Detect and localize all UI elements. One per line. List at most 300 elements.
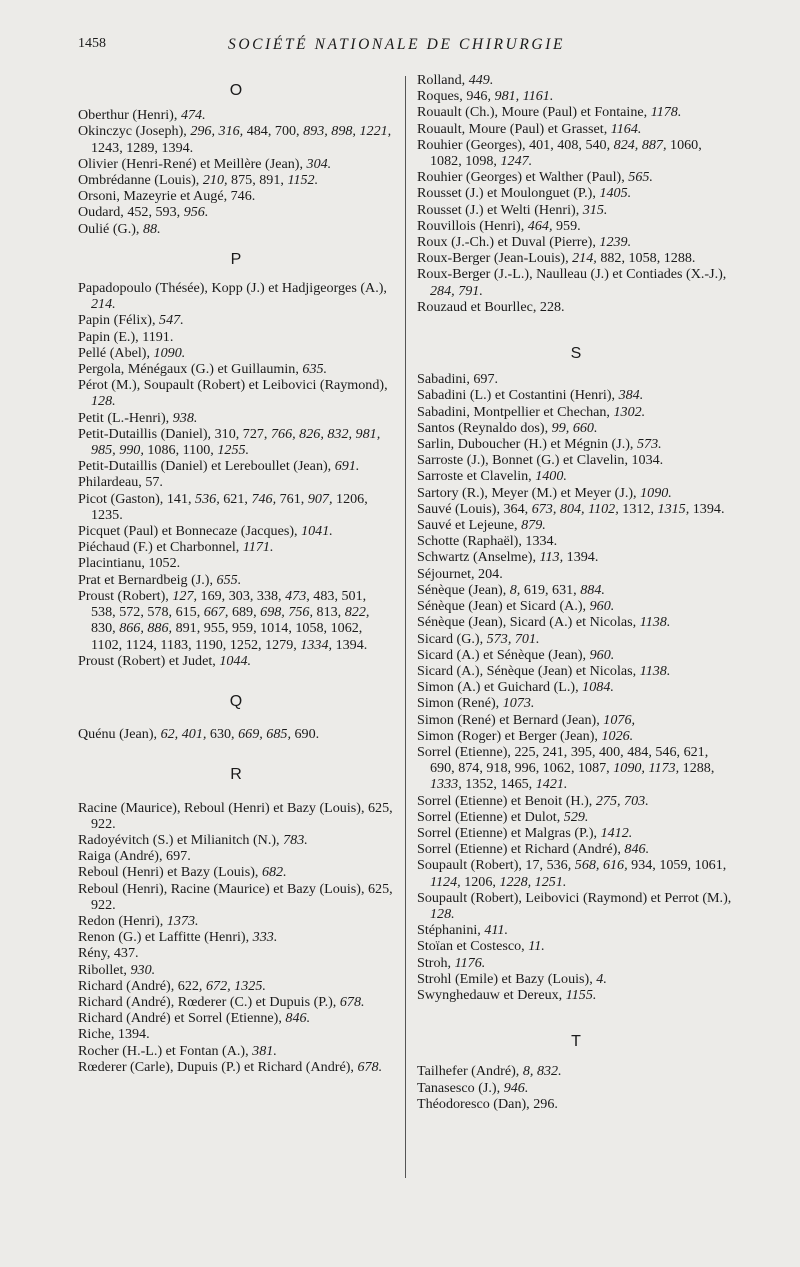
- entry-text: 1352, 1465,: [461, 776, 536, 793]
- entry-text: Quénu (Jean),: [78, 726, 161, 743]
- page-ref-italic: 113,: [539, 549, 564, 566]
- entry-text: Sénèque (Jean),: [417, 581, 510, 598]
- entry-text: Orsoni, Mazeyrie et Augé, 746.: [78, 188, 256, 205]
- index-entry: [417, 857, 735, 889]
- entry-text: Petit (L.-Henri),: [78, 409, 173, 426]
- entry-text: Strohl (Emile) et Bazy (Louis),: [417, 970, 597, 987]
- entry-text: Sorrel (Etienne) et Malgras (P.),: [417, 824, 601, 841]
- index-entry: [78, 539, 394, 555]
- page-ref-italic: 128.: [430, 905, 455, 922]
- index-entry: [417, 695, 735, 711]
- entry-text: Rouhier (Georges) et Walther (Paul),: [417, 169, 629, 186]
- index-entry: [417, 485, 735, 501]
- index-entry: [78, 172, 394, 188]
- index-entry: [78, 474, 394, 490]
- index-entry: [78, 156, 394, 172]
- index-entry: [417, 1080, 735, 1096]
- entry-text: Sorrel (Etienne) et Richard (André),: [417, 841, 625, 858]
- index-entry: [417, 631, 735, 647]
- page-ref-italic: 1373.: [166, 912, 199, 929]
- page-ref-italic: 1152.: [287, 172, 319, 189]
- page-ref-italic: 1412.: [600, 824, 633, 841]
- page-ref-italic: 128.: [91, 393, 116, 410]
- entry-text: Rocher (H.-L.) et Fontan (A.),: [78, 1042, 253, 1059]
- index-entry: [78, 280, 394, 312]
- page-ref-italic: 1164.: [610, 120, 642, 137]
- entry-text: Rouhier (Georges), 401, 408, 540,: [417, 136, 614, 153]
- page-ref-italic: 284, 791.: [430, 282, 483, 299]
- index-entry: [78, 848, 394, 864]
- page-ref-italic: 678.: [357, 1058, 383, 1075]
- entry-text: Rœderer (Carle), Dupuis (P.) et Richard (André),: [78, 1058, 358, 1075]
- entry-text: 1394.: [563, 549, 599, 566]
- page-ref-italic: 822,: [344, 604, 370, 621]
- entry-text: Sénèque (Jean) et Sicard (A.),: [417, 598, 590, 615]
- index-entry: [78, 410, 394, 426]
- entry-text: 619, 631,: [520, 581, 581, 598]
- entry-text: Pérot (M.), Soupault (Robert) et Leibovici (Raymond),: [78, 377, 388, 394]
- index-entry: [78, 945, 394, 961]
- entry-text: Simon (René),: [417, 695, 503, 712]
- page-ref-italic: 296, 316,: [190, 123, 244, 140]
- entry-text: Petit-Dutaillis (Daniel) et Lereboullet (Jean),: [78, 458, 335, 475]
- entry-text: Renon (G.) et Laffitte (Henri),: [78, 929, 253, 946]
- entry-text: 1394.: [689, 500, 725, 517]
- entry-text: Pergola, Ménégaux (G.) et Guillaumin,: [78, 361, 303, 378]
- index-entry: [417, 938, 735, 954]
- index-entry: [417, 266, 735, 298]
- index-entry: [78, 1059, 394, 1075]
- entry-text: Okinczyc (Joseph),: [78, 123, 191, 140]
- page-header: [78, 36, 728, 58]
- page-ref-italic: 672, 1325.: [205, 977, 266, 994]
- entry-text: Sarroste et Clavelin,: [417, 468, 536, 485]
- entry-text: 1206,: [460, 873, 500, 890]
- entry-text: Pellé (Abel),: [78, 344, 154, 361]
- entry-text: Tanasesco (J.),: [417, 1079, 504, 1096]
- index-entry: [417, 169, 735, 185]
- entry-text: Soupault (Robert), Leibovici (Raymond) et Perrot (M.),: [417, 889, 732, 906]
- index-entry: [417, 299, 735, 315]
- index-entry: [417, 517, 735, 533]
- entry-text: 484, 700,: [243, 123, 304, 140]
- page-ref-italic: 210,: [202, 172, 228, 189]
- page-ref-italic: 682.: [261, 864, 287, 881]
- entry-text: Petit-Dutaillis (Daniel), 310, 727,: [78, 425, 271, 442]
- entry-text: Sorrel (Etienne), 225, 241, 395, 400, 484, 546, 621, 690, 874, 918, 996, 1062, 1087,: [417, 743, 709, 777]
- index-entry: [78, 458, 394, 474]
- index-entry: [417, 549, 735, 565]
- section-letter: O: [229, 82, 243, 99]
- section-letter: Q: [229, 692, 243, 710]
- page-ref-italic: 1334,: [300, 636, 333, 653]
- entry-text: 1060, 1082, 1098,: [430, 136, 702, 170]
- entry-text: 1312,: [618, 500, 658, 517]
- entry-text: Simon (Roger) et Berger (Jean),: [417, 727, 602, 744]
- index-entry: [78, 588, 394, 653]
- running-title: SOCIÉTÉ NATIONALE DE CHIRURGIE: [228, 36, 566, 53]
- page-ref-italic: 766, 826, 832, 981, 985, 990,: [91, 425, 381, 459]
- index-entry: [78, 994, 394, 1010]
- index-entry: [417, 1096, 735, 1112]
- entry-text: Piéchaud (F.) et Charbonnel,: [78, 539, 243, 556]
- entry-text: 1086, 1100,: [143, 442, 218, 459]
- page-ref-italic: 678.: [339, 993, 365, 1010]
- entry-text: Roux (J.-Ch.) et Duval (Pierre),: [417, 234, 600, 251]
- page-ref-italic: 449.: [468, 72, 494, 88]
- index-entry: [78, 377, 394, 409]
- index-entry: [78, 204, 394, 220]
- page-ref-italic: 956.: [183, 204, 209, 221]
- entry-text: 875, 891,: [227, 172, 288, 189]
- entry-text: Swynghedauw et Dereux,: [417, 986, 566, 1003]
- entry-text: Riche, 1394.: [78, 1026, 150, 1043]
- index-entry: [417, 121, 735, 137]
- index-entry: [78, 653, 394, 669]
- index-entry: [78, 361, 394, 377]
- page-ref-italic: 384.: [618, 387, 644, 404]
- entry-text: Rolland,: [417, 72, 469, 88]
- page-ref-italic: 127,: [172, 587, 198, 604]
- index-entry: [78, 913, 394, 929]
- page-ref-italic: 673, 804, 1102,: [531, 500, 619, 517]
- index-entry: [78, 962, 394, 978]
- entry-text: Reboul (Henri), Racine (Maurice) et Bazy (Louis), 625, 922.: [78, 880, 393, 913]
- entry-text: Proust (Robert) et Judet,: [78, 652, 220, 669]
- index-entry: [417, 185, 735, 201]
- page-ref-italic: 1073.: [502, 695, 535, 712]
- page-ref-italic: 1084.: [582, 679, 614, 696]
- index-entry: [417, 971, 735, 987]
- index-entry: [417, 598, 735, 614]
- entry-text: Rouvillois (Henri),: [417, 217, 528, 234]
- entry-text: Sabadini, Montpellier et Chechan,: [417, 403, 614, 420]
- page-ref-italic: 879.: [521, 517, 546, 534]
- index-entry: [417, 533, 735, 549]
- entry-text: Papin (Félix),: [78, 312, 160, 329]
- index-entry: [417, 250, 735, 266]
- index-entry: [417, 404, 735, 420]
- entry-text: Simon (René) et Bernard (Jean),: [417, 711, 604, 728]
- page-ref-italic: 1302.: [613, 403, 646, 420]
- page-ref-italic: 981, 1161.: [494, 88, 554, 105]
- index-entry: [417, 922, 735, 938]
- entry-text: 813,: [313, 604, 345, 621]
- page-ref-italic: 884.: [580, 581, 605, 598]
- page-ref-italic: 214.: [91, 296, 116, 313]
- section-letter: P: [230, 250, 242, 268]
- entry-text: 1288,: [679, 760, 715, 777]
- entry-text: 630,: [206, 726, 239, 743]
- page-ref-italic: 866, 886,: [119, 620, 173, 637]
- page-ref-italic: 1138.: [639, 662, 671, 679]
- page-ref-italic: 1090.: [153, 344, 186, 361]
- index-entry: [417, 712, 735, 728]
- index-entry: [417, 728, 735, 744]
- entry-text: Ribollet,: [78, 961, 131, 978]
- entry-text: Radoyévitch (S.) et Milianitch (N.),: [78, 831, 284, 848]
- page-ref-italic: 667,: [203, 604, 229, 621]
- entry-text: Rouault, Moure (Paul) et Grasset,: [417, 120, 611, 137]
- index-entry: [78, 123, 394, 155]
- page-ref-italic: 960.: [589, 646, 615, 663]
- entry-text: 621,: [219, 490, 252, 507]
- entry-text: Sorrel (Etienne) et Benoit (H.),: [417, 792, 596, 809]
- entry-text: Soupault (Robert), 17, 536,: [417, 857, 575, 874]
- entry-text: Sicard (A.), Sénèque (Jean) et Nicolas,: [417, 662, 640, 679]
- entry-text: Séjournet, 204.: [417, 565, 503, 582]
- page-ref-italic: 635.: [302, 361, 328, 378]
- entry-text: Santos (Reynaldo dos),: [417, 419, 552, 436]
- page-ref-italic: 214,: [572, 250, 597, 267]
- index-entry: [78, 1026, 394, 1042]
- entry-text: 689,: [228, 604, 261, 621]
- page-ref-italic: 1255.: [217, 442, 250, 459]
- page-ref-italic: 1228, 1251.: [499, 873, 567, 890]
- index-entry: [78, 832, 394, 848]
- page-ref-italic: 1090.: [640, 484, 672, 501]
- index-entry: [78, 572, 394, 588]
- index-entry: [78, 800, 394, 832]
- index-entry: [417, 890, 735, 922]
- page-ref-italic: 333.: [252, 929, 278, 946]
- entry-text: Rousset (J.) et Moulonguet (P.),: [417, 185, 600, 202]
- index-entry: [417, 501, 735, 517]
- entry-text: 483, 501, 538, 572, 578, 615,: [91, 587, 367, 621]
- page-ref-italic: 275, 703.: [595, 792, 649, 809]
- index-entry: [78, 107, 394, 123]
- entry-text: Rény, 437.: [78, 945, 139, 962]
- page-ref-italic: 1421.: [535, 776, 568, 793]
- page-ref-italic: 846.: [624, 841, 650, 858]
- entry-text: Stéphanini,: [417, 922, 485, 939]
- index-entry: [417, 825, 735, 841]
- index-entry: [417, 987, 735, 1003]
- page-ref-italic: 474.: [180, 107, 206, 124]
- page-ref-italic: 1124,: [430, 873, 461, 890]
- index-entry: [417, 1063, 735, 1079]
- page-ref-italic: 315.: [582, 201, 608, 218]
- page-ref-italic: 529.: [563, 808, 589, 825]
- page-ref-italic: 573, 701.: [486, 630, 540, 647]
- index-entry: [78, 329, 394, 345]
- entry-text: Philardeau, 57.: [78, 474, 163, 491]
- index-entry: [78, 929, 394, 945]
- page-ref-italic: 1044.: [219, 652, 252, 669]
- column-divider: [405, 76, 406, 1178]
- entry-text: Sauvé (Louis), 364,: [417, 500, 532, 517]
- index-entry: [417, 104, 735, 120]
- entry-text: Raiga (André), 697.: [78, 848, 191, 865]
- entry-text: Stoïan et Costesco,: [417, 938, 529, 955]
- index-entry: [417, 582, 735, 598]
- entry-text: Prat et Bernardbeig (J.),: [78, 571, 217, 588]
- page-ref-italic: 464,: [527, 217, 553, 234]
- page-ref-italic: 698, 756,: [260, 604, 313, 621]
- page-ref-italic: 1405.: [599, 185, 632, 202]
- entry-text: Oulié (G.),: [78, 220, 143, 237]
- index-entry: [78, 881, 394, 913]
- index-entry: [417, 955, 735, 971]
- index-entry: [417, 614, 735, 630]
- index-entry: [78, 188, 394, 204]
- entry-text: Picquet (Paul) et Bonnecaze (Jacques),: [78, 523, 302, 540]
- page-ref-italic: 411.: [484, 922, 508, 939]
- entry-text: Proust (Robert),: [78, 587, 173, 604]
- entry-text: Olivier (Henri-René) et Meillère (Jean),: [78, 155, 307, 172]
- index-entry: [417, 452, 735, 468]
- index-entry: [417, 88, 735, 104]
- entry-text: Sicard (A.) et Sénèque (Jean),: [417, 646, 590, 663]
- right-column: [417, 72, 735, 1112]
- page-ref-italic: 1155.: [565, 986, 597, 1003]
- page-ref-italic: 946.: [503, 1079, 529, 1096]
- entry-text: Papadopoulo (Thésée), Kopp (J.) et Hadjigeorges (A.),: [78, 280, 387, 297]
- page-ref-italic: 1171.: [242, 539, 274, 556]
- entry-text: Sauvé et Lejeune,: [417, 517, 522, 534]
- index-entry: [78, 345, 394, 361]
- index-entry: [78, 726, 394, 742]
- index-entry: [78, 426, 394, 458]
- entry-text: Roques, 946,: [417, 88, 495, 105]
- index-entry: [417, 420, 735, 436]
- entry-text: 1394.: [332, 636, 368, 653]
- entry-text: Richard (André), 622,: [78, 977, 206, 994]
- page-ref-italic: 1138.: [639, 614, 671, 631]
- entry-text: Oberthur (Henri),: [78, 107, 181, 124]
- entry-text: 830,: [91, 620, 120, 637]
- page-ref-italic: 573.: [636, 436, 662, 453]
- entry-text: Racine (Maurice), Reboul (Henri) et Bazy (Louis), 625, 922.: [78, 799, 393, 832]
- entry-text: Richard (André) et Sorrel (Etienne),: [78, 1010, 286, 1027]
- page-ref-italic: 88.: [142, 220, 161, 237]
- page-ref-italic: 893, 898, 1221,: [303, 123, 392, 140]
- index-entry: [78, 312, 394, 328]
- index-entry: [417, 647, 735, 663]
- page-ref-italic: 565.: [628, 169, 653, 186]
- entry-text: 169, 303, 338,: [197, 587, 286, 604]
- entry-text: 891, 955, 959, 1014, 1058, 1062, 1102, 1124, 1183, 1190, 1252, 1279,: [91, 620, 363, 653]
- entry-text: Tailhefer (André),: [417, 1063, 523, 1080]
- entry-text: 934, 1059, 1061,: [627, 857, 727, 874]
- entry-text: Sartory (R.), Meyer (M.) et Meyer (J.),: [417, 484, 641, 501]
- entry-text: Ombrédanne (Louis),: [78, 172, 203, 189]
- index-entry: [417, 218, 735, 234]
- page-ref-italic: 473,: [285, 587, 310, 604]
- page-ref-italic: 1041.: [301, 523, 333, 540]
- page-ref-italic: 1400.: [535, 468, 567, 485]
- index-entry: [417, 371, 735, 387]
- index-entry: [417, 468, 735, 484]
- entry-text: Rouzaud et Bourllec, 228.: [417, 298, 565, 315]
- entry-text: Sicard (G.),: [417, 630, 487, 647]
- page-ref-italic: 1239.: [599, 234, 632, 251]
- entry-text: Sarlin, Duboucher (H.) et Mégnin (J.),: [417, 436, 637, 453]
- index-entry: [417, 793, 735, 809]
- page-ref-italic: 568, 616,: [574, 857, 628, 874]
- page-ref-italic: 669, 685,: [238, 726, 291, 743]
- page-ref-italic: 907,: [307, 490, 333, 507]
- page-ref-italic: 1178.: [650, 104, 682, 121]
- page-ref-italic: 930.: [130, 961, 156, 978]
- entry-text: 1206, 1235.: [91, 490, 368, 523]
- index-entry: [78, 221, 394, 237]
- page-ref-italic: 1333,: [430, 776, 462, 793]
- index-entry: [417, 387, 735, 403]
- page-ref-italic: 746,: [251, 490, 277, 507]
- entry-text: Schotte (Raphaël), 1334.: [417, 533, 558, 550]
- index-entry: [417, 566, 735, 582]
- page-ref-italic: 547.: [159, 312, 184, 329]
- entry-text: 959.: [552, 217, 581, 234]
- page-ref-italic: 655.: [216, 571, 242, 588]
- entry-text: Richard (André), Rœderer (C.) et Dupuis (P.),: [78, 993, 340, 1010]
- entry-text: 690.: [290, 726, 320, 743]
- page-ref-italic: 960.: [589, 598, 615, 615]
- index-entry: [417, 841, 735, 857]
- index-entry: [417, 663, 735, 679]
- entry-text: Reboul (Henri) et Bazy (Louis),: [78, 864, 262, 881]
- entry-text: Rouault (Ch.), Moure (Paul) et Fontaine,: [417, 104, 651, 121]
- page-ref-italic: 1315,: [657, 500, 690, 517]
- index-entry: [417, 137, 735, 169]
- index-entry: [78, 555, 394, 571]
- entry-text: Sabadini (L.) et Costantini (Henri),: [417, 387, 619, 404]
- section-letter: R: [230, 766, 242, 784]
- page-ref-italic: 8, 832.: [522, 1063, 562, 1080]
- index-entry: [417, 809, 735, 825]
- page-ref-italic: 1090, 1173,: [613, 760, 680, 777]
- index-entry: [417, 202, 735, 218]
- index-entry: [417, 72, 735, 88]
- page-ref-italic: 691.: [334, 458, 360, 475]
- section-letter: T: [571, 1033, 581, 1051]
- entry-text: Théodoresco (Dan), 296.: [417, 1095, 558, 1112]
- page-ref-italic: 99, 660.: [551, 419, 598, 436]
- entry-text: Placintianu, 1052.: [78, 555, 181, 572]
- page-ref-italic: 11.: [528, 938, 545, 955]
- index-entry: [78, 523, 394, 539]
- page-ref-italic: 536,: [195, 490, 220, 507]
- entry-text: Picot (Gaston), 141,: [78, 490, 196, 507]
- entry-text: Schwartz (Anselme),: [417, 549, 540, 566]
- entry-text: Redon (Henri),: [78, 912, 167, 929]
- page-ref-italic: 783.: [283, 831, 308, 848]
- page-ref-italic: 1026.: [601, 727, 634, 744]
- page-ref-italic: 8,: [509, 581, 521, 598]
- index-entry: [417, 744, 735, 793]
- index-entry: [417, 234, 735, 250]
- entry-text: Simon (A.) et Guichard (L.),: [417, 679, 583, 696]
- index-entry: [417, 436, 735, 452]
- entry-text: 1243, 1289, 1394.: [91, 139, 194, 156]
- page-ref-italic: 1247.: [500, 153, 533, 170]
- page-ref-italic: 381.: [252, 1042, 277, 1059]
- section-letter: S: [570, 345, 582, 363]
- entry-text: Rousset (J.) et Welti (Henri),: [417, 201, 583, 218]
- entry-text: 761,: [276, 490, 308, 507]
- index-entry: [78, 1043, 394, 1059]
- entry-text: Sabadini, 697.: [417, 371, 499, 388]
- entry-text: Sarroste (J.), Bonnet (G.) et Clavelin, 1034.: [417, 452, 664, 469]
- index-entry: [78, 864, 394, 880]
- index-entry: [78, 1010, 394, 1026]
- entry-text: Sénèque (Jean), Sicard (A.) et Nicolas,: [417, 614, 640, 631]
- left-column: [78, 72, 394, 1075]
- page-ref-italic: 62, 401,: [160, 726, 207, 743]
- index-entry: [78, 491, 394, 523]
- page-number: 1458: [78, 36, 106, 51]
